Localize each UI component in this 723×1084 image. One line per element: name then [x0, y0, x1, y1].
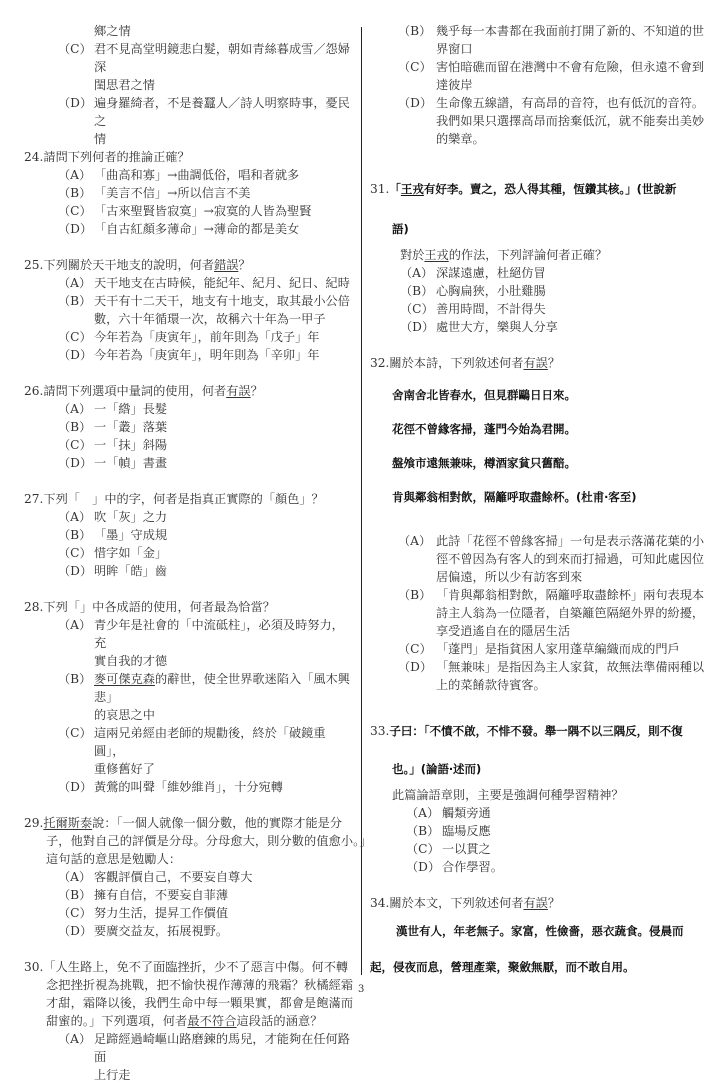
- option-line: 「蓬門」是指貧困人家用蓬草編織而成的門戶: [436, 642, 680, 656]
- stem-continuation: 這句話的意思是勉勵人：: [46, 852, 182, 866]
- question-prompt: 此篇論語章則，主要是強調何種學習精神？: [392, 788, 624, 802]
- option-label: （C）: [58, 726, 92, 740]
- option-label: （C）: [58, 906, 92, 920]
- spacer: [24, 238, 354, 256]
- option-text: 吹「灰」之力: [94, 510, 168, 524]
- option-label: （C）: [400, 302, 434, 316]
- quote-continuation: 也。」(論語‧述而): [392, 762, 482, 776]
- option-c[interactable]: [370, 640, 705, 658]
- question-stem: [24, 148, 354, 166]
- option-line: 居偏遠，所以少有訪客到來: [436, 570, 583, 584]
- option-text: 惜字如「金」: [94, 546, 168, 560]
- option-text: 「曲高和寡」→曲調低俗，唱和者就多: [94, 168, 300, 182]
- stem-continuation: 才甜，霜降以後，我們生命中每一顆果實，都會是飽滿而: [46, 996, 354, 1010]
- option-a[interactable]: [24, 868, 354, 886]
- stem-text: ？: [238, 258, 251, 272]
- option-text: [94, 274, 354, 292]
- right-column: [370, 22, 705, 978]
- option-line: 今年若為「庚寅年」，前年則為「戊子」年: [94, 330, 320, 344]
- option-text: 客觀評價自己，不要妄自尊大: [94, 870, 253, 884]
- option-line: 遍身羅綺者，不是養蠶人／詩人明察時事，憂民之: [94, 96, 350, 128]
- quote-text: 有好李。賣之，恐人得其種，恆鑽其核。」(世說新: [423, 182, 677, 196]
- question-stem: [24, 382, 354, 400]
- option-c[interactable]: [370, 840, 705, 858]
- stem-text: 關於本詩，下列敘述何者: [389, 356, 524, 370]
- emphasis-underline: 有誤: [523, 356, 548, 370]
- option-line: 「無兼味」是指因為主人家貧，故無法準備兩種以: [436, 660, 705, 674]
- option-text: [94, 778, 354, 796]
- option-label: （A）: [398, 534, 432, 548]
- question-26: [24, 382, 354, 472]
- option-d[interactable]: [24, 922, 354, 940]
- option-d[interactable]: [370, 658, 705, 694]
- stem-text: ？: [250, 384, 263, 398]
- stem-text: 關於本文，下列敘述何者: [389, 896, 524, 910]
- stem-text: 請問下列何者的推論正確？: [43, 150, 190, 164]
- question-30-tail: [370, 22, 705, 148]
- option-line: 今年若為「庚寅年」，明年則為「辛卯」年: [94, 348, 320, 362]
- page-number: 3: [358, 984, 365, 995]
- question-prompt: [370, 246, 705, 264]
- option-b[interactable]: [24, 526, 354, 544]
- option-line: 的哀思之中: [94, 708, 155, 722]
- option-d[interactable]: [370, 318, 705, 336]
- option-label: （A）: [58, 510, 92, 524]
- option-line: 上行走: [94, 1068, 131, 1082]
- question-stem: [370, 894, 705, 912]
- emphasis-underline: 王戎: [424, 248, 449, 262]
- option-label: （A）: [58, 276, 92, 290]
- option-b[interactable]: [24, 184, 354, 202]
- option-line: 幾乎每一本書都在我面前打開了新的、不知道的世: [436, 24, 705, 38]
- option-b[interactable]: [370, 586, 705, 640]
- question-stem: [24, 958, 354, 976]
- question-number: 32.: [370, 356, 390, 370]
- option-line: 這兩兄弟經由老師的規勸後，終於「破鏡重圓」，: [94, 726, 326, 758]
- option-label: （D）: [400, 320, 435, 334]
- option-text: 一「綹」長髮: [94, 402, 168, 416]
- question-number: 28.: [24, 600, 44, 614]
- question-stem: [370, 178, 705, 200]
- option-text: 合作學習。: [442, 860, 503, 874]
- option-text: [436, 532, 705, 586]
- question-number: 31.: [370, 182, 390, 196]
- question-stem: [370, 354, 705, 372]
- option-d[interactable]: [370, 94, 705, 148]
- stem-text: 下列關於天干地支的說明，何者: [43, 258, 215, 272]
- option-line: 天干地支在古時候，能紀年、紀月、紀日、紀時: [94, 276, 350, 290]
- question-stem: [24, 598, 354, 616]
- option-text: [94, 616, 354, 670]
- option-text: [94, 328, 354, 346]
- stem-continuation: 念把挫折視為挑戰，把不愉快視作薄薄的飛霜？秋橘經霜: [46, 978, 354, 992]
- option-d[interactable]: [24, 778, 354, 796]
- option-text: 一「抹」斜陽: [94, 438, 168, 452]
- option-text: 臨場反應: [442, 824, 491, 838]
- option-label: （B）: [58, 420, 92, 434]
- option-line: 天干有十二天干，地支有十地支，取其最小公倍: [94, 294, 350, 308]
- question-25: [24, 256, 354, 364]
- option-label: （C）: [58, 204, 92, 218]
- option-text: 處世大方，樂與人分享: [436, 320, 558, 334]
- option-label: （D）: [398, 660, 433, 674]
- emphasis-underline: 錯誤: [214, 258, 239, 272]
- option-b[interactable]: [24, 292, 354, 328]
- spacer: [370, 876, 705, 894]
- question-33: [370, 720, 705, 876]
- option-text: 明眸「皓」齒: [94, 564, 168, 578]
- option-line: 享受逍遙自在的隱居生活: [436, 624, 571, 638]
- option-text: 善用時間，不計得失: [436, 302, 546, 316]
- option-label: （C）: [58, 330, 92, 344]
- option-c[interactable]: [24, 724, 354, 778]
- spacer: [24, 940, 354, 958]
- question-31: [370, 178, 705, 336]
- option-d[interactable]: [24, 220, 354, 238]
- option-label: （D）: [398, 96, 433, 110]
- question-stem: [24, 490, 354, 508]
- option-c[interactable]: [24, 544, 354, 562]
- option-label: （A）: [400, 266, 434, 280]
- stem-text: 「人生路上，免不了面臨挫折，少不了惡言中傷。何不轉: [43, 960, 349, 974]
- question-28: [24, 598, 354, 796]
- option-text: [436, 640, 705, 658]
- question-30: [24, 958, 354, 1084]
- option-label: （A）: [406, 806, 440, 820]
- option-text: 心胸扁狹，小肚雞腸: [436, 284, 546, 298]
- poem-line: 花徑不曾緣客掃，蓬門今始為君開。: [392, 422, 576, 436]
- quote-text: 子曰：「不憤不啟，不悱不發。舉一隅不以三隅反，則不復: [389, 724, 683, 738]
- option-label: （B）: [406, 824, 440, 838]
- option-b-continuation: 鄉之情: [94, 24, 131, 38]
- option-text: [436, 58, 705, 94]
- stem-text: 甜蜜的。」下列選項，何者: [46, 1014, 188, 1028]
- option-b[interactable]: [370, 22, 705, 58]
- stem-continuation: [24, 1012, 354, 1030]
- option-text: [436, 586, 705, 640]
- option-label: （A）: [58, 168, 92, 182]
- option-label: （D）: [58, 780, 93, 794]
- option-label: （D）: [58, 96, 93, 110]
- quote-continuation: 語): [392, 222, 409, 236]
- spacer: [24, 580, 354, 598]
- option-text: 一「幀」書畫: [94, 456, 168, 470]
- question-number: 27.: [24, 492, 44, 506]
- question-32: [370, 354, 705, 694]
- option-text: 要廣交益友，拓展視野。: [94, 924, 229, 938]
- option-line: 徑不曾因為有客人的到來而打掃過，可知此處因位: [436, 552, 705, 566]
- question-stem: [24, 256, 354, 274]
- option-line: 情: [94, 132, 107, 146]
- option-line: 上的菜餚款待賓客。: [436, 678, 546, 692]
- option-label: （B）: [58, 528, 92, 542]
- option-line-text: 的辭世，使全世界歌迷陷入「風木興悲」: [94, 672, 350, 704]
- option-text: [94, 292, 354, 328]
- stem-text: 請問下列選項中量詞的使用，何者: [43, 384, 227, 398]
- option-line: 此詩「花徑不曾緣客掃」一句是表示落滿花葉的小: [436, 534, 705, 548]
- passage-line: 起，侵夜而息，營理產業，聚斂無厭，而不敢自用。: [370, 960, 635, 974]
- option-label: （D）: [58, 456, 93, 470]
- option-line: 害怕暗礁而留在港灣中不會有危險，但永遠不會到: [436, 60, 705, 74]
- option-line: 界窗口: [436, 42, 473, 56]
- option-line: 達彼岸: [436, 78, 473, 92]
- option-label: （A）: [58, 618, 92, 632]
- option-b[interactable]: [370, 282, 705, 300]
- option-text: 一「叢」落葉: [94, 420, 168, 434]
- option-a[interactable]: [24, 616, 354, 670]
- option-text: [436, 658, 705, 694]
- spacer: [370, 336, 705, 354]
- option-c[interactable]: [24, 436, 354, 454]
- option-label: （C）: [58, 42, 92, 56]
- option-line: 的樂章。: [436, 132, 485, 146]
- question-number: 34.: [370, 896, 390, 910]
- spacer: [24, 796, 354, 814]
- option-c[interactable]: [370, 58, 705, 94]
- option-b[interactable]: [24, 418, 354, 436]
- question-number: 26.: [24, 384, 44, 398]
- emphasis-underline: 麥可傑克森: [94, 672, 155, 686]
- emphasis-underline: 有誤: [226, 384, 251, 398]
- option-a[interactable]: [370, 532, 705, 586]
- option-a[interactable]: [24, 400, 354, 418]
- option-a[interactable]: [370, 804, 705, 822]
- option-label: （A）: [58, 402, 92, 416]
- option-b[interactable]: [370, 822, 705, 840]
- option-label: （A）: [58, 1032, 92, 1046]
- option-label: （B）: [400, 284, 434, 298]
- stem-continuation: 子，他對自己的評價是分母。分母愈大，則分數的值愈小。」: [46, 834, 372, 848]
- option-text: 「墨」守成規: [94, 528, 168, 542]
- poem-line: 盤飧市遠無兼味，樽酒家貧只舊醅。: [392, 456, 576, 470]
- option-line: 君不見高堂明鏡悲白髮，朝如青絲暮成雪／怨婦深: [94, 42, 350, 74]
- option-d[interactable]: [24, 454, 354, 472]
- option-d[interactable]: [370, 858, 705, 876]
- option-text: 努力生活，提昇工作價值: [94, 906, 229, 920]
- option-label: （D）: [58, 564, 93, 578]
- quote-text: 「: [389, 182, 401, 196]
- option-line: 閨思君之情: [94, 78, 155, 92]
- option-a[interactable]: [370, 264, 705, 282]
- stem-text: ？: [547, 356, 561, 370]
- option-text: 「美言不信」→所以信言不美: [94, 186, 251, 200]
- option-label: （B）: [398, 588, 432, 602]
- question-34: [370, 894, 705, 978]
- option-label: （C）: [398, 642, 432, 656]
- question-stem: [370, 720, 705, 742]
- stem-text: 這段話的涵意？: [236, 1014, 323, 1028]
- option-c[interactable]: [370, 300, 705, 318]
- option-label: （A）: [58, 870, 92, 884]
- stem-text: 的作法，下列評論何者正確？: [448, 248, 608, 262]
- option-label: （C）: [398, 60, 432, 74]
- option-c[interactable]: [24, 40, 354, 94]
- spacer: [370, 148, 705, 178]
- option-line: 重修舊好了: [94, 762, 155, 776]
- spacer: [24, 364, 354, 382]
- spacer: [24, 472, 354, 490]
- question-number: 30.: [24, 960, 44, 974]
- poem: [370, 378, 705, 514]
- option-line: 我們如果只選擇高昂而捨棄低沉，就不能奏出美妙: [436, 114, 705, 128]
- option-label: （B）: [58, 294, 92, 308]
- option-label: （B）: [58, 186, 92, 200]
- option-d[interactable]: [24, 94, 354, 148]
- option-c[interactable]: [24, 328, 354, 346]
- option-text: [94, 1030, 354, 1084]
- spacer: [370, 694, 705, 720]
- option-c[interactable]: [24, 202, 354, 220]
- spacer: [370, 514, 705, 532]
- option-text: 深謀遠慮，杜絕仿冒: [436, 266, 546, 280]
- option-line: 數，六十年循環一次，故稱六十年為一甲子: [94, 312, 326, 326]
- stem-text: 說：「一個人就像一個分數，他的實際才能是分: [92, 816, 342, 830]
- option-label: （D）: [58, 222, 93, 236]
- option-text: 一以貫之: [442, 842, 491, 856]
- option-d[interactable]: [24, 346, 354, 364]
- option-text: [436, 22, 705, 58]
- emphasis-underline: 有誤: [523, 896, 548, 910]
- option-label: （B）: [398, 24, 432, 38]
- option-line: 實自我的才德: [94, 654, 168, 668]
- poem-line: 肯與鄰翁相對飲，隔籬呼取盡餘杯。(杜甫‧客至): [392, 490, 637, 504]
- question-stem: [24, 814, 354, 832]
- question-number: 29.: [24, 816, 44, 830]
- emphasis-underline: 王戎: [400, 182, 424, 196]
- emphasis-underline: 最不符合: [187, 1014, 237, 1028]
- stem-text: 對於: [400, 248, 425, 262]
- emphasis-underline: 托爾斯泰: [43, 816, 93, 830]
- option-text: [94, 670, 354, 724]
- option-label: （D）: [406, 860, 441, 874]
- option-line: 黃鶯的叫聲「維妙維肖」，十分宛轉: [94, 780, 283, 794]
- option-text: [94, 40, 354, 94]
- option-line: 詩主人翁為一位隱者，自築籬笆隔絕外界的紛擾，: [436, 606, 705, 620]
- question-24: [24, 148, 354, 238]
- option-a[interactable]: [24, 1030, 354, 1084]
- question-27: [24, 490, 354, 580]
- option-label: （D）: [58, 348, 93, 362]
- question-number: 25.: [24, 258, 44, 272]
- option-text: [94, 724, 354, 778]
- option-text: 觸類旁通: [442, 806, 491, 820]
- poem-line: 舍南舍北皆春水，但見群鷗日日來。: [392, 388, 576, 402]
- stem-text: 下列「」中各成語的使用，何者最為恰當？: [43, 600, 275, 614]
- option-b[interactable]: [24, 670, 354, 724]
- option-b[interactable]: [24, 886, 354, 904]
- option-c[interactable]: [24, 904, 354, 922]
- passage-line: 漢世有人，年老無子。家富，性儉嗇，惡衣蔬食。侵晨而: [396, 924, 684, 938]
- question-number: 24.: [24, 150, 44, 164]
- option-line: 青少年是社會的「中流砥柱」，必須及時努力，充: [94, 618, 344, 650]
- option-label: （D）: [58, 924, 93, 938]
- option-text: [94, 94, 354, 148]
- option-a[interactable]: [24, 166, 354, 184]
- option-text: [436, 94, 705, 148]
- option-d[interactable]: [24, 562, 354, 580]
- option-label: （C）: [58, 546, 92, 560]
- option-text: 「古來聖賢皆寂寞」→寂寞的人皆為聖賢: [94, 204, 312, 218]
- question-23-tail: [24, 22, 354, 148]
- option-line: 「肯與鄰翁相對飲，隔籬呼取盡餘杯」兩句表現本: [436, 588, 705, 602]
- option-text: [94, 346, 354, 364]
- left-column: [24, 22, 372, 1084]
- stem-text: 下列「 」中的字，何者是指真正實際的「顏色」？: [43, 492, 324, 506]
- option-label: （C）: [406, 842, 440, 856]
- option-a[interactable]: [24, 508, 354, 526]
- option-text: 擁有自信，不要妄自菲薄: [94, 888, 229, 902]
- option-label: （C）: [58, 438, 92, 452]
- question-29: [24, 814, 372, 940]
- question-number: 33.: [370, 724, 390, 738]
- option-label: （B）: [58, 672, 92, 686]
- option-line: [94, 670, 354, 706]
- option-line: 足蹄經過崎嶇山路磨鍊的馬兒，才能夠在任何路面: [94, 1032, 350, 1064]
- option-text: 「自古紅顏多薄命」→薄命的都是美女: [94, 222, 300, 236]
- stem-text: ？: [547, 896, 561, 910]
- option-a[interactable]: [24, 274, 354, 292]
- option-line: 生命像五線譜，有高昂的音符，也有低沉的音符。: [436, 96, 705, 110]
- option-label: （B）: [58, 888, 92, 902]
